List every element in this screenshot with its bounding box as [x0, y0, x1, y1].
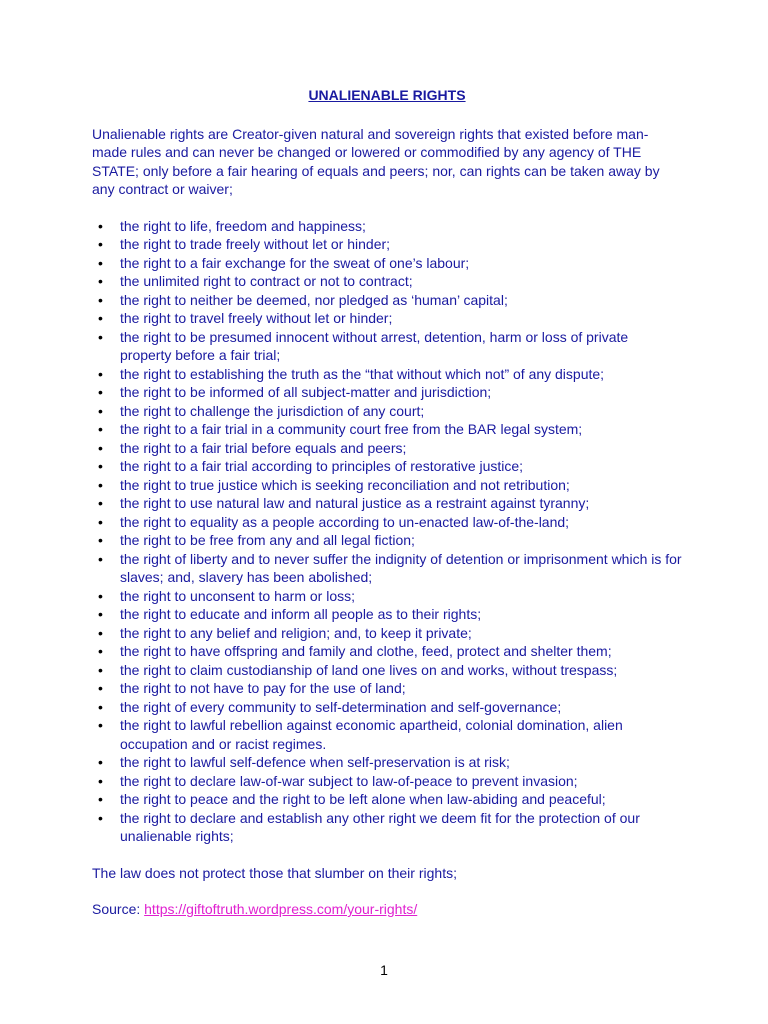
bullet-icon: •	[98, 643, 103, 659]
right-text: the right to a fair trial according to principles of restorative justice;	[120, 458, 524, 474]
bullet-icon: •	[98, 624, 103, 641]
list-item	[92, 420, 682, 439]
list-item	[92, 513, 682, 532]
bullet-icon: •	[98, 661, 103, 678]
right-text: the right to trade freely without let or hinder;	[120, 236, 391, 252]
bullet-icon: •	[98, 365, 103, 382]
list-item	[92, 494, 682, 513]
list-item	[92, 291, 682, 310]
list-item	[92, 809, 682, 846]
bullet-icon: •	[98, 680, 103, 696]
right-text: the right to travel freely without let or hinder;	[120, 310, 393, 326]
source-line	[92, 900, 682, 919]
bullet-icon: •	[98, 495, 103, 511]
list-item	[92, 716, 682, 753]
list-item	[92, 272, 682, 291]
list-item	[92, 698, 682, 717]
source-label: Source:	[92, 901, 141, 917]
right-text: the right to neither be deemed, nor pledged as ‘human’ capital;	[120, 291, 508, 308]
right-text: the right of every community to self-determination and self-governance;	[120, 698, 562, 715]
right-text: the right to use natural law and natural justice as a restraint against tyranny;	[120, 495, 590, 511]
bullet-icon: •	[98, 236, 103, 252]
right-text: the right to educate and inform all people as to their rights;	[120, 606, 482, 622]
list-item	[92, 605, 682, 624]
right-text: the right to be free from any and all legal fiction;	[120, 532, 415, 548]
list-item	[92, 439, 682, 458]
document-title: UNALIENABLE RIGHTS	[308, 87, 466, 103]
right-text: the right to a fair trial before equals and peers;	[120, 439, 407, 456]
right-text: the right to a fair trial in a community court free from the BAR legal system;	[120, 421, 583, 437]
list-item	[92, 642, 682, 661]
right-text: the right to have offspring and family and clothe, feed, protect and shelter them;	[120, 643, 612, 659]
list-item	[92, 624, 682, 643]
list-item	[92, 790, 682, 809]
right-text: the unlimited right to contract or not to contract;	[120, 273, 413, 289]
bullet-icon: •	[98, 254, 103, 271]
list-item	[92, 550, 682, 587]
list-item	[92, 365, 682, 384]
bullet-icon: •	[98, 772, 103, 789]
right-text: the right to declare and establish any other right we deem fit for the protection of our unalienable rights;	[120, 809, 640, 844]
bullet-icon: •	[98, 273, 103, 289]
document-page	[92, 86, 682, 919]
bullet-icon: •	[98, 402, 103, 419]
right-text: the right to establishing the truth as the “that without which not” of any dispute;	[120, 365, 605, 382]
list-item	[92, 217, 682, 236]
bullet-icon: •	[98, 291, 103, 308]
right-text: the right to challenge the jurisdiction of any court;	[120, 402, 425, 419]
source-link[interactable]: https://giftoftruth.wordpress.com/your-rights/	[144, 901, 418, 917]
list-item	[92, 679, 682, 698]
closing-statement: The law does not protect those that slumber on their rights;	[92, 864, 457, 881]
list-item	[92, 772, 682, 791]
list-item	[92, 235, 682, 254]
right-text: the right of liberty and to never suffer the indignity of detention or imprisonment which is for slaves; and, slavery has been abolished;	[120, 550, 682, 585]
bullet-icon: •	[98, 439, 103, 456]
right-text: the right to claim custodianship of land one lives on and works, without trespass;	[120, 661, 618, 678]
bullet-icon: •	[98, 606, 103, 622]
right-text: the right to true justice which is seeking reconciliation and not retribution;	[120, 476, 570, 493]
list-item	[92, 328, 682, 365]
rights-list	[92, 217, 682, 846]
bullet-icon: •	[98, 384, 103, 400]
list-item	[92, 383, 682, 402]
bullet-icon: •	[98, 550, 103, 567]
bullet-icon: •	[98, 587, 103, 604]
right-text: the right to declare law-of-war subject to law-of-peace to prevent invasion;	[120, 772, 578, 789]
list-item	[92, 309, 682, 328]
bullet-icon: •	[98, 532, 103, 548]
right-text: the right to be informed of all subject-matter and jurisdiction;	[120, 384, 492, 400]
right-text: the right to peace and the right to be left alone when law-abiding and peaceful;	[120, 791, 606, 807]
bullet-icon: •	[98, 698, 103, 715]
bullet-icon: •	[98, 310, 103, 326]
bullet-icon: •	[98, 458, 103, 474]
right-text: the right to a fair exchange for the sweat of one’s labour;	[120, 254, 470, 271]
bullet-icon: •	[98, 754, 103, 770]
list-item	[92, 402, 682, 421]
bullet-icon: •	[98, 809, 103, 826]
intro-paragraph: Unalienable rights are Creator-given natural and sovereign rights that existed before man-made rules and can never be changed or lowered or commodified by any agency of THE STATE; only before a fair hearing of equals and peers; nor, can rights can be taken away by any contract or waiver;	[92, 125, 660, 197]
page-number: 1	[380, 962, 388, 978]
list-item	[92, 531, 682, 550]
right-text: the right to be presumed innocent without arrest, detention, harm or loss of private property before a fair trial;	[120, 328, 629, 363]
list-item	[92, 457, 682, 476]
list-item	[92, 753, 682, 772]
right-text: the right to life, freedom and happiness;	[120, 217, 366, 234]
bullet-icon: •	[98, 513, 103, 530]
bullet-icon: •	[98, 791, 103, 807]
bullet-icon: •	[98, 717, 103, 733]
list-item	[92, 661, 682, 680]
bullet-icon: •	[98, 217, 103, 234]
list-item	[92, 254, 682, 273]
bullet-icon: •	[98, 328, 103, 345]
right-text: the right to any belief and religion; and, to keep it private;	[120, 624, 472, 641]
bullet-icon: •	[98, 476, 103, 493]
right-text: the right to equality as a people according to un-enacted law-of-the-land;	[120, 513, 570, 530]
list-item	[92, 476, 682, 495]
right-text: the right to unconsent to harm or loss;	[120, 587, 356, 604]
right-text: the right to lawful self-defence when self-preservation is at risk;	[120, 754, 510, 770]
right-text: the right to not have to pay for the use of land;	[120, 680, 406, 696]
list-item	[92, 587, 682, 606]
right-text: the right to lawful rebellion against economic apartheid, colonial domination, alien occupation and or racist regimes.	[120, 717, 623, 752]
bullet-icon: •	[98, 421, 103, 437]
